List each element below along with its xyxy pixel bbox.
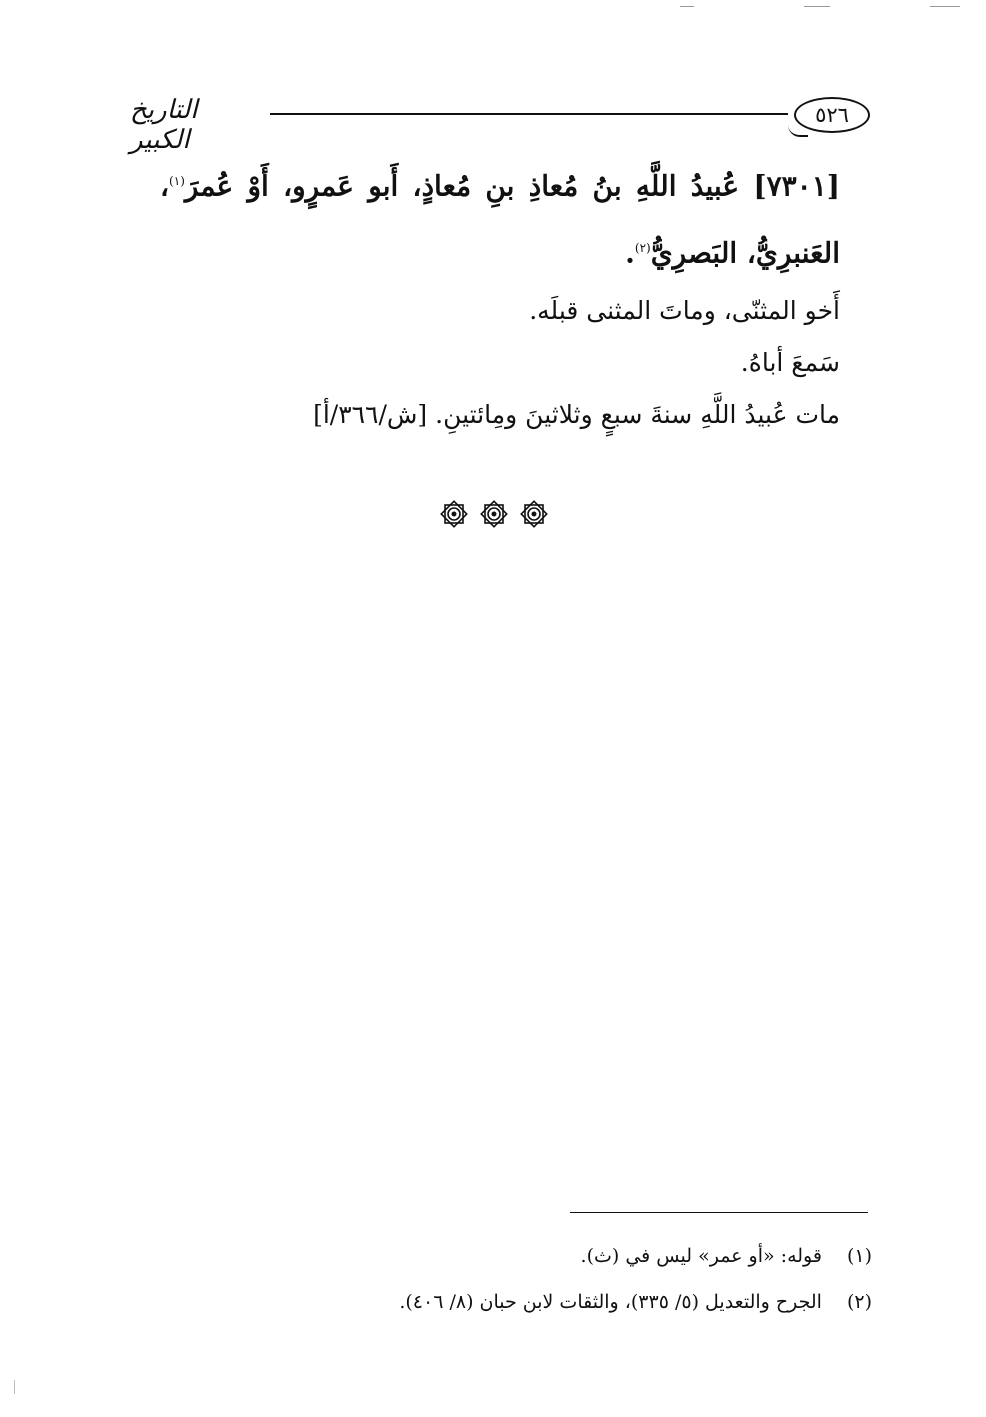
entry-number: [٧٣٠١]	[753, 169, 840, 203]
entry-name-end: .	[625, 236, 635, 270]
page-number-swash	[788, 125, 808, 137]
page-number: ٥٢٦	[815, 103, 849, 127]
footnote-text: قوله: «أو عمر» ليس في (ث).	[580, 1245, 822, 1267]
entry-line-death: مات عُبيدُ اللَّهِ سنةَ سبعٍ وثلاثينَ ومِائتينِ. [ش/٣٦٦/أ]	[313, 399, 840, 429]
section-ornaments	[438, 498, 550, 532]
footnote-number: (١)	[846, 1245, 872, 1267]
scan-mark	[804, 6, 830, 7]
entry-heading	[160, 150, 840, 285]
footnote-number: (٢)	[846, 1291, 872, 1313]
footnote-ref-2: (٢)	[634, 241, 651, 256]
footnote-ref-1: (١)	[169, 174, 185, 188]
ornament-flower-icon	[478, 498, 510, 530]
footnotes	[300, 1233, 872, 1325]
margin-tick	[14, 1380, 15, 1394]
entry-name-part2: ، العَنبرِيُّ،	[160, 169, 840, 270]
entry-line-brother: أَخو المثنّى، وماتَ المثنى قبلَه.	[529, 295, 840, 325]
ornament-flower-icon	[518, 498, 550, 530]
page-header	[130, 95, 870, 155]
ornament-flower-icon	[438, 498, 470, 530]
footnote-1	[300, 1233, 872, 1279]
entry-line-heard: سَمعَ أباهُ.	[740, 347, 840, 377]
header-rule	[270, 113, 788, 115]
scan-mark	[680, 6, 694, 7]
entry-body	[160, 150, 840, 441]
footnote-separator	[570, 1212, 868, 1213]
scan-mark	[930, 6, 960, 7]
running-title: التاريخ الكبير	[130, 95, 198, 155]
footnote-2	[300, 1279, 872, 1325]
footnote-text: الجرح والتعديل (٥/ ٣٣٥)، والثقات لابن حبان (٨/ ٤٠٦).	[399, 1291, 822, 1313]
entry-name-part3: البَصرِيُّ	[650, 236, 738, 270]
entry-name-part1: عُبيدُ اللَّهِ بنُ مُعاذِ بنِ مُعاذٍ، أَبو عَمرٍو، أَوْ عُمرَ	[184, 169, 740, 203]
